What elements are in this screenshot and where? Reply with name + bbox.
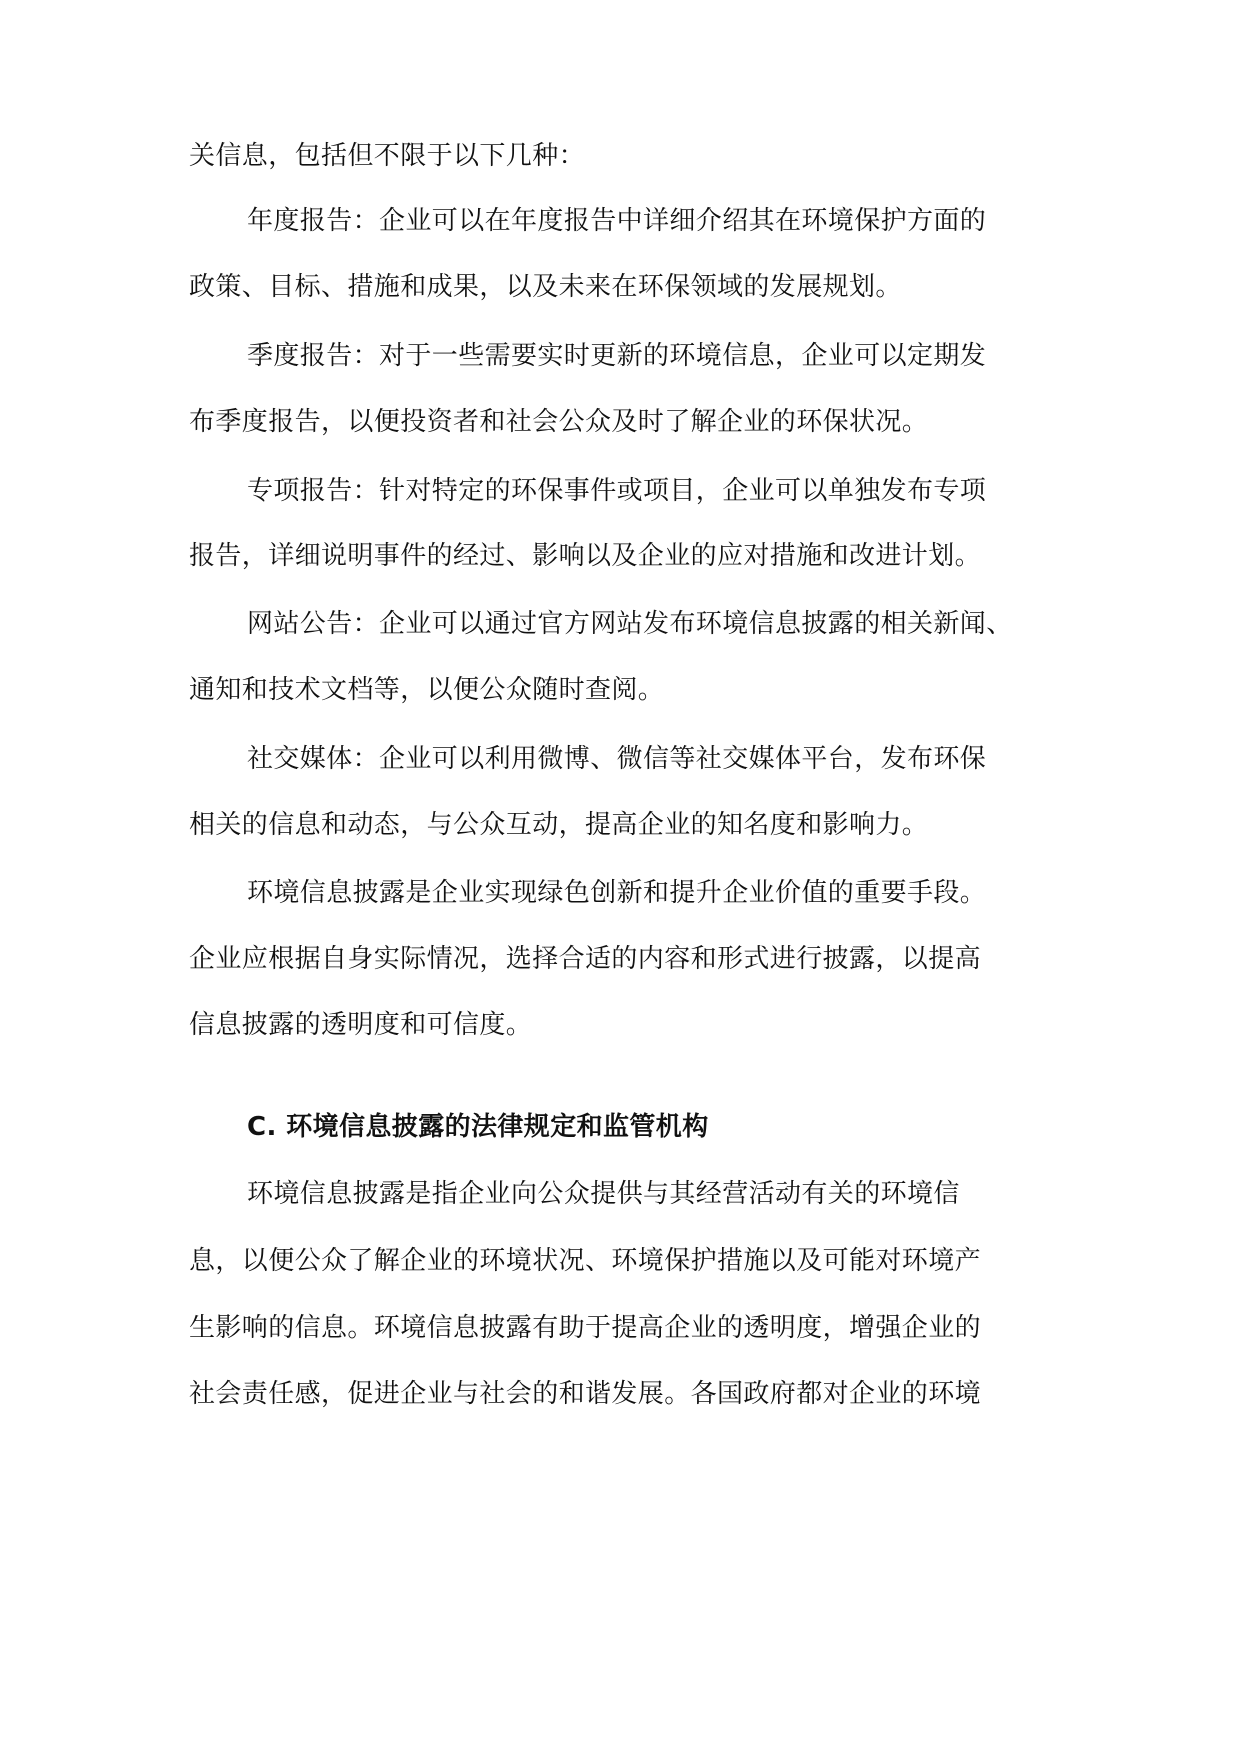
paragraph-line: 息，以便公众了解企业的环境状况、环境保护措施以及可能对环境产 (189, 1246, 982, 1276)
paragraph-line: 报告，详细说明事件的经过、影响以及企业的应对措施和改进计划。 (189, 541, 982, 571)
paragraph-line: 政策、目标、措施和成果，以及未来在环保领域的发展规划。 (189, 272, 902, 302)
paragraph-line: 网站公告：企业可以通过官方网站发布环境信息披露的相关新闻、 (247, 609, 1013, 639)
paragraph-line: 季度报告：对于一些需要实时更新的环境信息，企业可以定期发 (247, 341, 987, 371)
paragraph-line: 布季度报告，以便投资者和社会公众及时了解企业的环保状况。 (189, 407, 929, 437)
paragraph-line: 环境信息披露是指企业向公众提供与其经营活动有关的环境信 (247, 1179, 960, 1209)
paragraph-line: 年度报告：企业可以在年度报告中详细介绍其在环境保护方面的 (247, 206, 987, 236)
paragraph-line: 专项报告：针对特定的环保事件或项目，企业可以单独发布专项 (247, 476, 987, 506)
paragraph-line: 社会责任感，促进企业与社会的和谐发展。各国政府都对企业的环境 (189, 1379, 982, 1409)
paragraph-line: 通知和技术文档等，以便公众随时查阅。 (189, 675, 665, 705)
paragraph-line: 关信息，包括但不限于以下几种： (189, 141, 586, 171)
paragraph-line: 信息披露的透明度和可信度。 (189, 1010, 533, 1040)
section-heading: C. 环境信息披露的法律规定和监管机构 (247, 1112, 709, 1142)
paragraph-line: 相关的信息和动态，与公众互动，提高企业的知名度和影响力。 (189, 810, 929, 840)
paragraph-line: 环境信息披露是企业实现绿色创新和提升企业价值的重要手段。 (247, 878, 987, 908)
paragraph-line: 生影响的信息。环境信息披露有助于提高企业的透明度，增强企业的 (189, 1313, 982, 1343)
paragraph-line: 企业应根据自身实际情况，选择合适的内容和形式进行披露，以提高 (189, 944, 982, 974)
paragraph-line: 社交媒体：企业可以利用微博、微信等社交媒体平台，发布环保 (247, 744, 987, 774)
